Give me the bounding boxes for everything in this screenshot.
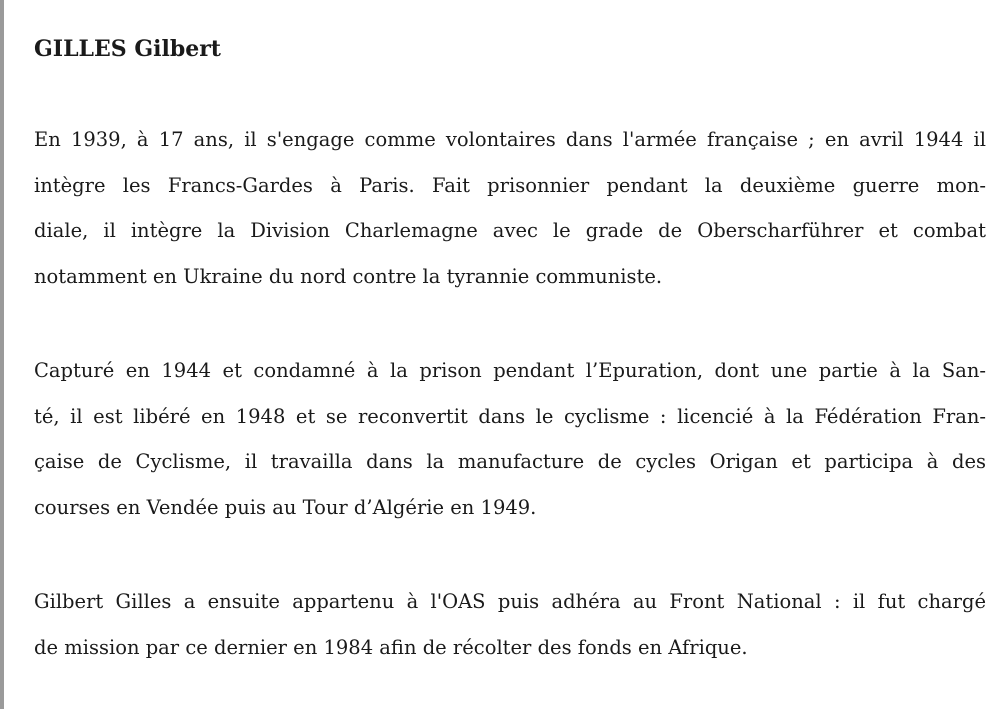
paragraph-line: Gilbert Gilles a ensuite appartenu à l'OAS puis adhéra au Front National : il fut chargé <box>34 590 986 613</box>
paragraph-line: té, il est libéré en 1948 et se reconvertit dans le cyclisme : licencié à la Fédération Fran- <box>34 404 986 428</box>
paragraph-1 <box>34 117 986 299</box>
paragraph-line: Capturé en 1944 et condamné à la prison pendant l’Epuration, dont une partie à la San- <box>34 359 986 382</box>
paragraph-line: courses en Vendée puis au Tour d’Algérie en 1949. <box>34 495 537 519</box>
paragraph-line: diale, il intègre la Division Charlemagne avec le grade de Oberscharführer et combat <box>34 219 986 242</box>
paragraph-line: de mission par ce dernier en 1984 afin de récolter des fonds en Afrique. <box>34 635 748 659</box>
paragraph-line: En 1939, à 17 ans, il s'engage comme volontaires dans l'armée française ; en avril 1944 il <box>34 128 986 151</box>
document-title: GILLES Gilbert <box>34 36 221 62</box>
paragraph-3 <box>34 579 986 670</box>
paragraph-line: çaise de Cyclisme, il travailla dans la manufacture de cycles Origan et participa à des <box>34 450 986 473</box>
paragraph-line: intègre les Francs-Gardes à Paris. Fait prisonnier pendant la deuxième guerre mon- <box>34 173 986 197</box>
paragraph-line: notamment en Ukraine du nord contre la tyrannie communiste. <box>34 264 663 288</box>
page-left-border <box>0 0 4 709</box>
paragraph-2 <box>34 348 986 530</box>
